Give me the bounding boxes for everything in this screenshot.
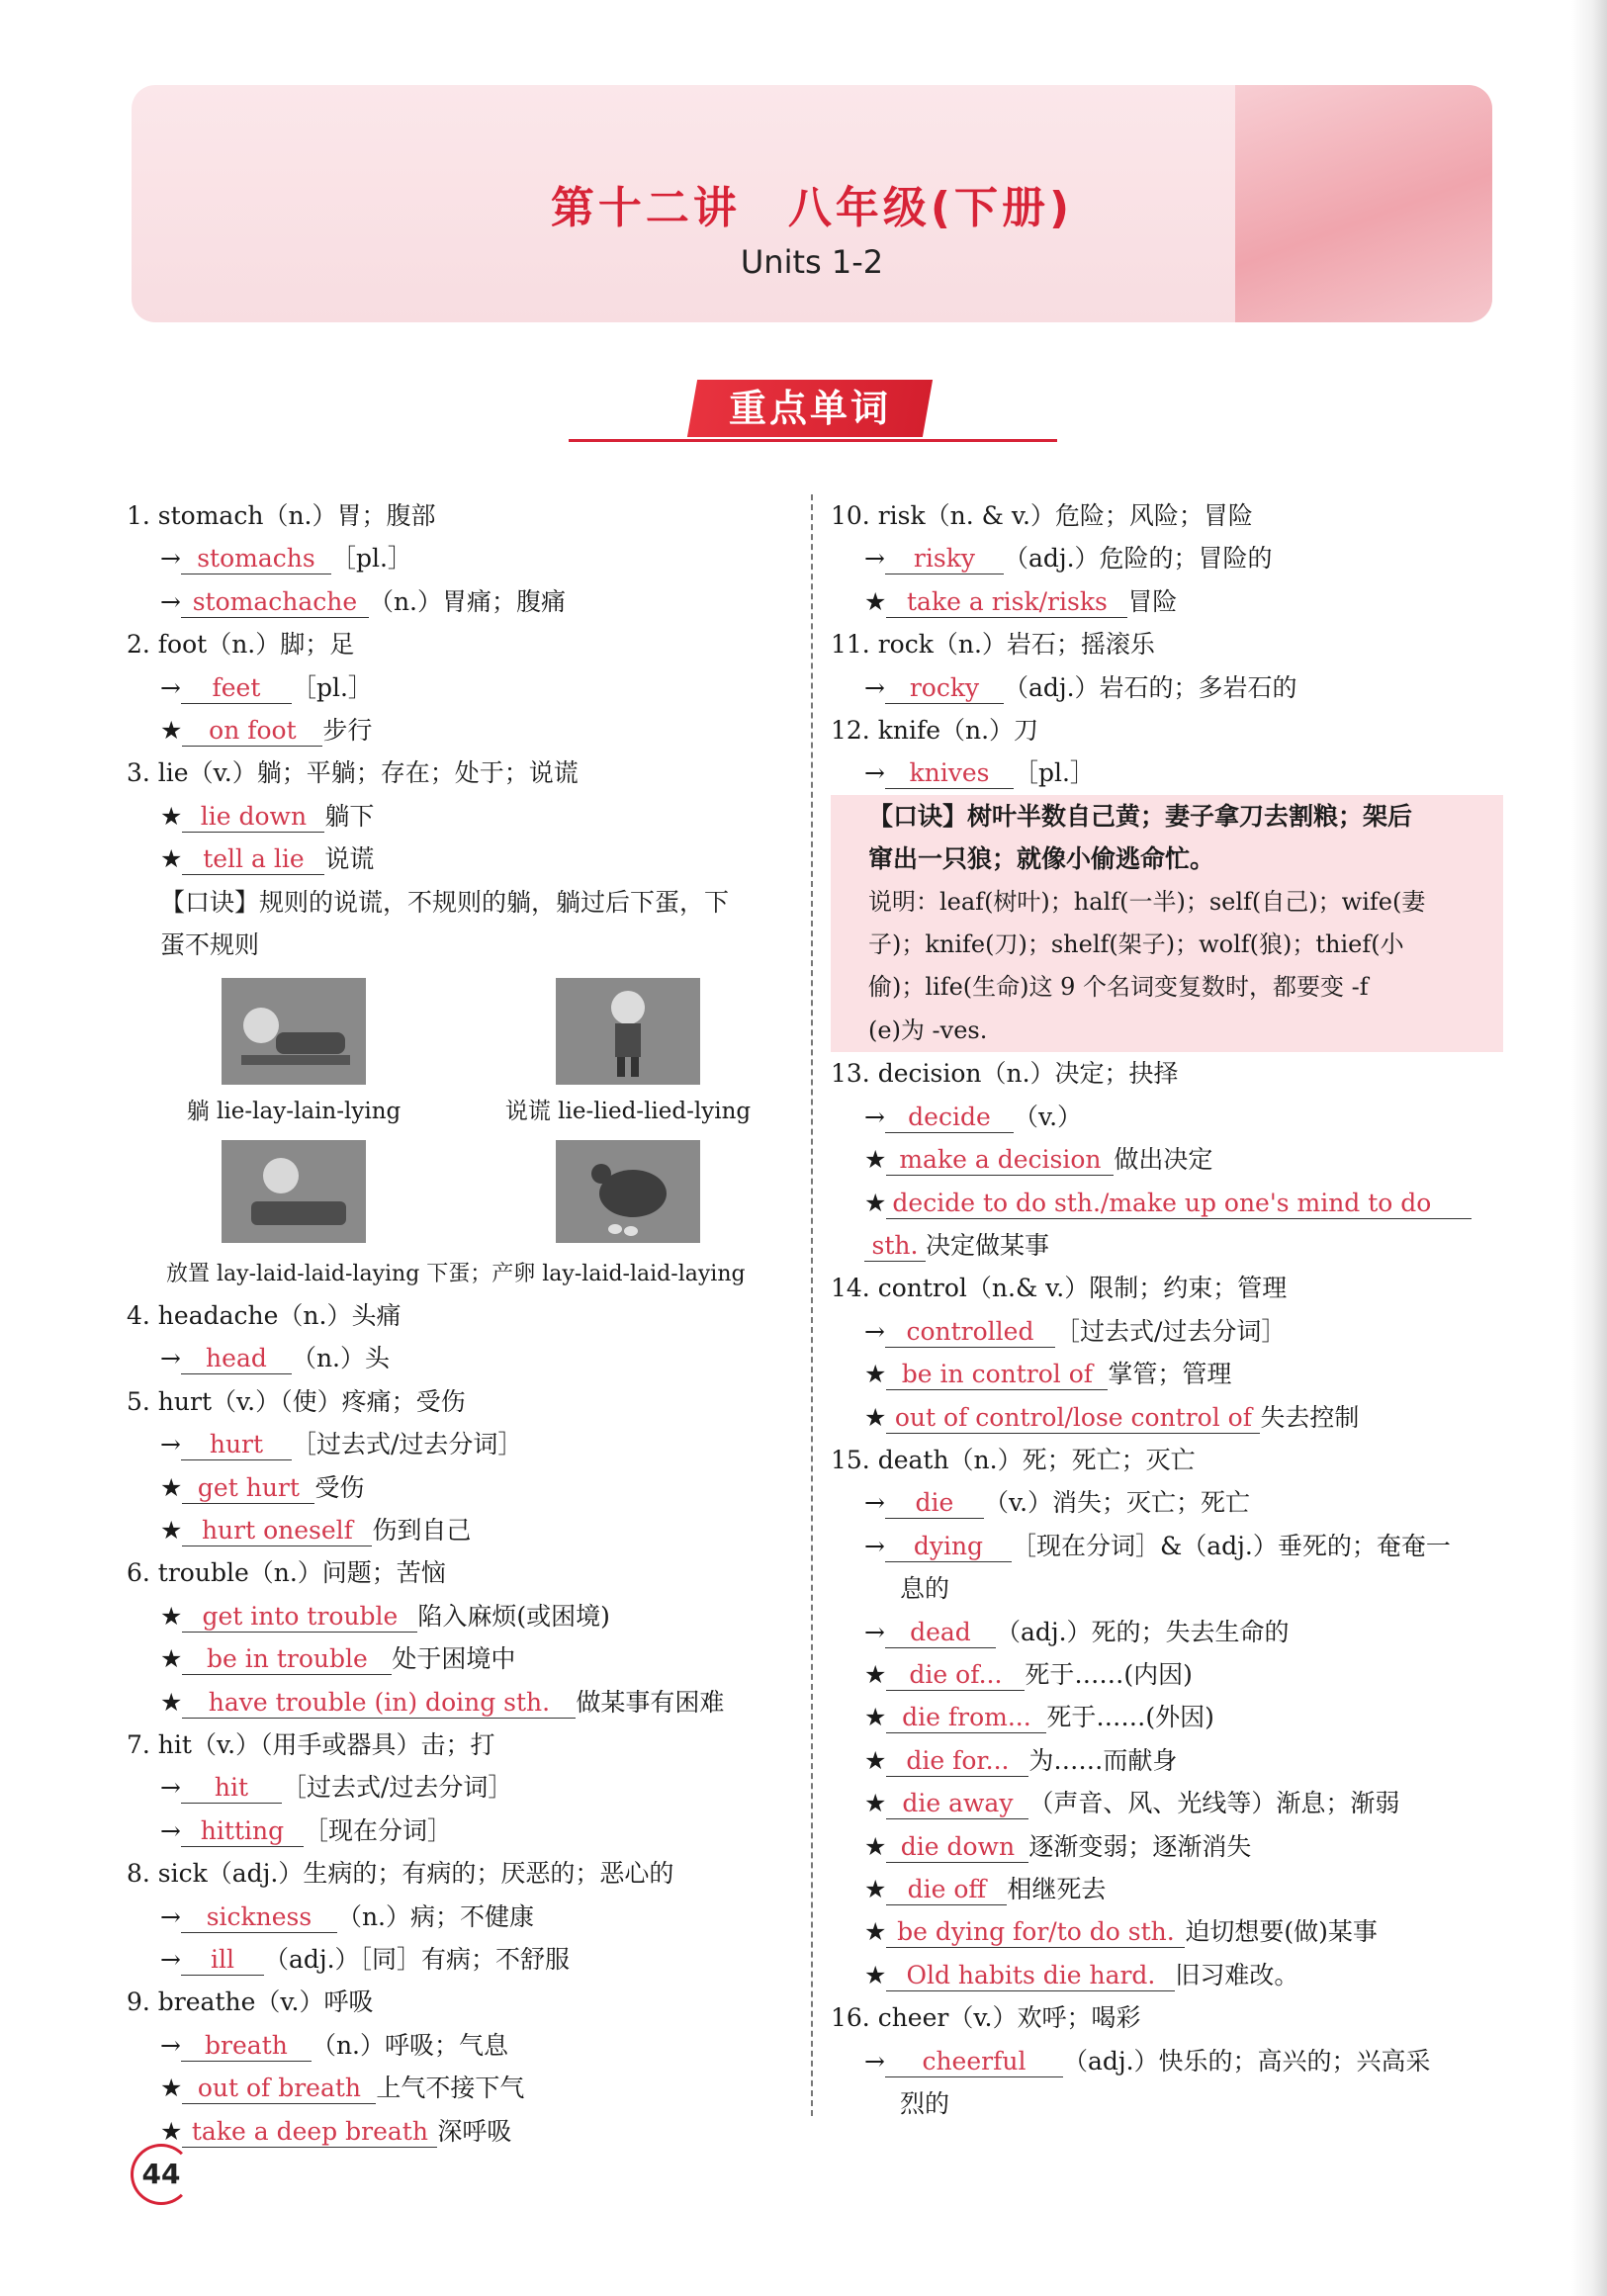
answer-blank: be in control of	[886, 1360, 1108, 1390]
answer-blank: dead	[885, 1618, 996, 1648]
arrow-icon: →	[160, 1944, 181, 1974]
arrow-icon: →	[160, 2030, 181, 2060]
star-icon: ★	[864, 1875, 887, 1903]
mnemonic-box	[831, 795, 1503, 1052]
arrow-icon: →	[864, 672, 885, 702]
mnemonic-tip: 窜出一只狼；就像小偷逃命忙。	[868, 844, 1215, 874]
star-icon: ★	[864, 1659, 887, 1689]
answer-blank: Old habits die hard.	[886, 1961, 1175, 1991]
star-icon: ★	[160, 1601, 183, 1631]
phrase-line: ★ have trouble (in) doing sth. 做某事有困难	[160, 1687, 725, 1717]
phrase-line: ★ out of control/lose control of 失去控制	[864, 1402, 1360, 1432]
answer-blank: ill	[181, 1945, 264, 1976]
star-icon: ★	[160, 1644, 183, 1674]
star-icon: ★	[864, 1145, 887, 1175]
answer-blank: hurt oneself	[182, 1516, 372, 1546]
answer-blank: controlled	[885, 1317, 1055, 1348]
phrase-line: ★ be in trouble 处于困境中	[160, 1644, 516, 1674]
derivative-line: → ill （adj.）［同］有病；不舒服	[160, 1944, 571, 1974]
phrase-line: ★ be in control of 掌管；管理	[864, 1360, 1232, 1389]
word-entry: 8. sick（adj.）生病的；有病的；厌恶的；恶心的	[127, 1859, 674, 1889]
answer-blank: take a risk/risks	[886, 587, 1127, 618]
arrow-icon: →	[160, 1344, 181, 1373]
word-entry: 3. lie（v.）躺；平躺；存在；处于；说谎	[127, 758, 579, 788]
hen-laying-image	[556, 1140, 700, 1243]
phrase-line	[831, 1182, 1503, 1224]
continuation-line: 烈的	[900, 2089, 950, 2119]
column-divider	[811, 494, 813, 2116]
phrase-line: ★ tell a lie 说谎	[160, 844, 375, 874]
right-column	[831, 494, 1503, 2125]
answer-blank: hitting	[181, 1816, 304, 1847]
answer-blank: dying	[885, 1532, 1012, 1562]
phrase-line: ★ make a decision 做出决定	[864, 1145, 1213, 1175]
caption: 躺 lie-lay-lain-lying	[186, 1099, 402, 1125]
phrase-line: ★ die of... 死于……(内因)	[864, 1659, 1193, 1689]
arrow-icon: →	[160, 1901, 181, 1931]
answer-blank: have trouble (in) doing sth.	[182, 1688, 576, 1719]
illustration-lay	[127, 1140, 461, 1249]
answer-blank: head	[181, 1344, 292, 1374]
boy-placing-image	[222, 1140, 366, 1243]
derivative-line: → controlled ［过去式/过去分词］	[864, 1316, 1287, 1346]
word-entry: 9. breathe（v.）呼吸	[127, 1987, 374, 2017]
boy-lying-image	[556, 978, 700, 1085]
derivative-line: → risky （adj.）危险的；冒险的	[864, 544, 1273, 574]
arrow-icon: →	[160, 1430, 181, 1459]
section-tag	[687, 380, 933, 437]
answer-blank: decide to do sth./make up one's mind to do	[886, 1189, 1472, 1219]
star-icon: ★	[864, 1960, 887, 1989]
answer-blank: sickness	[181, 1902, 337, 1933]
answer-blank: breath	[181, 2031, 312, 2062]
word-entry: 5. hurt（v.）（使）疼痛；受伤	[127, 1386, 466, 1416]
caption: 放置 lay-laid-laid-laying 下蛋；产卵 lay-laid-laid-laying	[166, 1261, 746, 1286]
phrase-line: ★ get hurt 受伤	[160, 1472, 365, 1502]
arrow-icon: →	[160, 586, 181, 616]
derivative-line: → breath （n.）呼吸；气息	[160, 2030, 509, 2060]
answer-blank: die from...	[886, 1703, 1046, 1733]
star-icon: ★	[864, 1745, 887, 1775]
answer-blank: be in trouble	[182, 1644, 392, 1675]
derivative-line: → die （v.）消失；灭亡；死亡	[864, 1488, 1251, 1518]
derivative-line: → stomachs ［pl.］	[160, 544, 412, 574]
continuation-line: 息的	[900, 1574, 950, 1604]
derivative-line: → dead （adj.）死的；失去生命的	[864, 1617, 1290, 1646]
answer-blank: hurt	[181, 1430, 292, 1460]
arrow-icon: →	[160, 544, 181, 574]
mnemonic-tip: 【口诀】规则的说谎，不规则的躺，躺过后下蛋，下	[160, 887, 730, 917]
answer-blank: take a deep breath	[182, 2117, 437, 2148]
phrase-line: ★ die for... 为……而献身	[864, 1745, 1178, 1775]
word-entry: 14. control（n.& v.）限制；约束；管理	[831, 1274, 1288, 1303]
word-entry: 4. headache（n.）头痛	[127, 1300, 402, 1330]
phrase-line: ★ lie down 躺下	[160, 801, 375, 831]
derivative-line: → hitting ［现在分词］	[160, 1815, 452, 1845]
illustration-tell-lie	[461, 978, 795, 1133]
phrase-line: ★ take a deep breath 深呼吸	[160, 2116, 512, 2146]
answer-blank: rocky	[885, 673, 1004, 704]
mnemonic-tip: 蛋不规则	[160, 930, 260, 960]
derivative-line: → rocky （adj.）岩石的；多岩石的	[864, 672, 1297, 702]
arrow-icon: →	[864, 1102, 885, 1131]
phrase-line: ★ die from... 死于……(外因)	[864, 1703, 1214, 1732]
derivative-line: → hurt ［过去式/过去分词］	[160, 1430, 523, 1459]
arrow-icon: →	[160, 1773, 181, 1803]
word-entry: 7. hit（v.）（用手或器具）击；打	[127, 1729, 495, 1759]
arrow-icon: →	[864, 1531, 885, 1560]
answer-blank: cheerful	[885, 2047, 1063, 2077]
left-column	[127, 494, 795, 2153]
phrase-line: ★ take a risk/risks 冒险	[864, 586, 1178, 616]
section-title: 重点单词	[728, 387, 891, 430]
star-icon: ★	[864, 1917, 887, 1947]
mnemonic-note: 子)；knife(刀)；shelf(架子)；wolf(狼)；thief(小	[868, 930, 1404, 959]
arrow-icon: →	[864, 544, 885, 574]
star-icon: ★	[160, 1515, 183, 1545]
derivative-line: → knives ［pl.］	[864, 758, 1095, 788]
word-entry: 10. risk（n. & v.）危险；风险；冒险	[831, 501, 1253, 530]
mnemonic-note: (e)为 -ves.	[868, 1016, 988, 1044]
star-icon: ★	[864, 1831, 887, 1861]
answer-blank: feet	[181, 673, 292, 704]
arrow-icon: →	[864, 1617, 885, 1646]
phrase-line: ★ die off 相继死去	[864, 1875, 1107, 1903]
derivative-line: → head （n.）头	[160, 1344, 391, 1373]
star-icon: ★	[864, 1402, 887, 1432]
answer-blank: risky	[885, 544, 1004, 574]
answer-blank: die off	[886, 1875, 1007, 1905]
illustration-hen	[461, 1140, 795, 1249]
answer-blank: out of control/lose control of	[886, 1403, 1260, 1434]
word-entry: 12. knife（n.）刀	[831, 716, 1039, 746]
word-entry: 1. stomach（n.）胃；腹部	[127, 501, 436, 530]
mnemonic-note: 说明：leaf(树叶)；half(一半)；self(自己)；wife(妻	[868, 887, 1426, 916]
illustration-row	[127, 978, 795, 1133]
answer-blank: tell a lie	[182, 844, 324, 875]
star-icon: ★	[160, 844, 183, 874]
derivative-line: → cheerful （adj.）快乐的；高兴的；兴高采	[864, 2046, 1431, 2075]
star-icon: ★	[864, 1789, 887, 1818]
phrase-line: sth. 决定做某事	[831, 1224, 1503, 1267]
answer-blank: die	[885, 1488, 984, 1519]
derivative-line: → stomachache （n.）胃痛；腹痛	[160, 586, 567, 616]
caption: 说谎 lie-lied-lied-lying	[504, 1099, 752, 1125]
arrow-icon: →	[160, 1815, 181, 1845]
page-title: 第十二讲 八年级(下册)	[550, 183, 1074, 233]
phrase-line: ★ die down 逐渐变弱；逐渐消失	[864, 1831, 1252, 1861]
star-icon: ★	[160, 2074, 183, 2103]
answer-blank: out of breath	[182, 2074, 376, 2104]
derivative-line: → sickness （n.）病；不健康	[160, 1901, 535, 1931]
answer-blank: die down	[886, 1832, 1028, 1863]
phrase-line: ★ die away （声音、风、光线等）渐息；渐弱	[864, 1789, 1400, 1818]
star-icon: ★	[864, 1703, 887, 1732]
header-banner	[132, 85, 1492, 322]
phrase-line: ★ be dying for/to do sth. 迫切想要(做)某事	[864, 1917, 1378, 1947]
answer-blank: hit	[181, 1773, 282, 1804]
phrase-line: ★ Old habits die hard. 旧习难改。	[864, 1960, 1299, 1989]
star-icon: ★	[864, 1188, 887, 1217]
answer-blank: die for...	[886, 1746, 1028, 1777]
star-icon: ★	[160, 716, 183, 746]
answer-blank: knives	[885, 758, 1014, 789]
mnemonic-note: 偷)；life(生命)这 9 个名词变复数时，都要变 -f	[868, 973, 1369, 1002]
page-edge	[1571, 0, 1607, 2296]
answer-blank: stomachs	[181, 544, 331, 574]
illustration-lie	[127, 978, 461, 1133]
star-icon: ★	[160, 1687, 183, 1717]
word-entry: 16. cheer（v.）欢呼；喝彩	[831, 2003, 1141, 2033]
page-number: 44	[131, 2144, 192, 2205]
arrow-icon: →	[160, 672, 181, 702]
lying-boy-image	[222, 978, 366, 1085]
star-icon: ★	[864, 1360, 887, 1389]
star-icon: ★	[864, 586, 887, 616]
answer-blank: make a decision	[886, 1145, 1114, 1176]
derivative-line: → decide （v.）	[864, 1102, 1083, 1131]
arrow-icon: →	[864, 1488, 885, 1518]
answer-blank: get into trouble	[182, 1602, 417, 1633]
answer-blank: die of...	[886, 1660, 1025, 1691]
arrow-icon: →	[864, 1316, 885, 1346]
answer-blank: get hurt	[182, 1473, 314, 1504]
word-entry: 6. trouble（n.）问题；苦恼	[127, 1558, 446, 1588]
answer-blank: be dying for/to do sth.	[886, 1917, 1185, 1948]
phrase-line: ★ hurt oneself 伤到自己	[160, 1515, 472, 1545]
word-entry: 11. rock（n.）岩石；摇滚乐	[831, 630, 1155, 660]
derivative-line: → dying ［现在分词］&（adj.）垂死的；奄奄一	[864, 1531, 1451, 1560]
derivative-line: → feet ［pl.］	[160, 672, 373, 702]
mnemonic-tip: 【口诀】树叶半数自己黄；妻子拿刀去割粮；架后	[868, 801, 1413, 831]
answer-blank: lie down	[182, 802, 324, 833]
derivative-line: → hit ［过去式/过去分词］	[160, 1773, 513, 1803]
phrase-line: ★ get into trouble 陷入麻烦(或困境)	[160, 1601, 610, 1631]
answer-blank: die away	[886, 1789, 1028, 1819]
arrow-icon: →	[864, 758, 885, 788]
illustration-row	[127, 1140, 795, 1249]
word-entry: 15. death（n.）死；死亡；灭亡	[831, 1445, 1196, 1474]
answer-blank: sth.	[864, 1231, 926, 1262]
star-icon: ★	[160, 1472, 183, 1502]
answer-blank: on foot	[182, 716, 322, 747]
star-icon: ★	[160, 801, 183, 831]
phrase-line: ★ on foot 步行	[160, 716, 373, 746]
section-underline	[569, 439, 1057, 442]
page-subtitle: Units 1-2	[740, 243, 884, 281]
arrow-icon: →	[864, 2046, 885, 2075]
word-entry: 13. decision（n.）决定；抉择	[831, 1059, 1179, 1089]
answer-blank: stomachache	[181, 587, 369, 618]
star-icon: ★	[160, 2116, 183, 2146]
phrase-line: ★ out of breath 上气不接下气	[160, 2074, 525, 2103]
answer-blank: decide	[885, 1103, 1014, 1133]
word-entry: 2. foot（n.）脚；足	[127, 630, 355, 660]
